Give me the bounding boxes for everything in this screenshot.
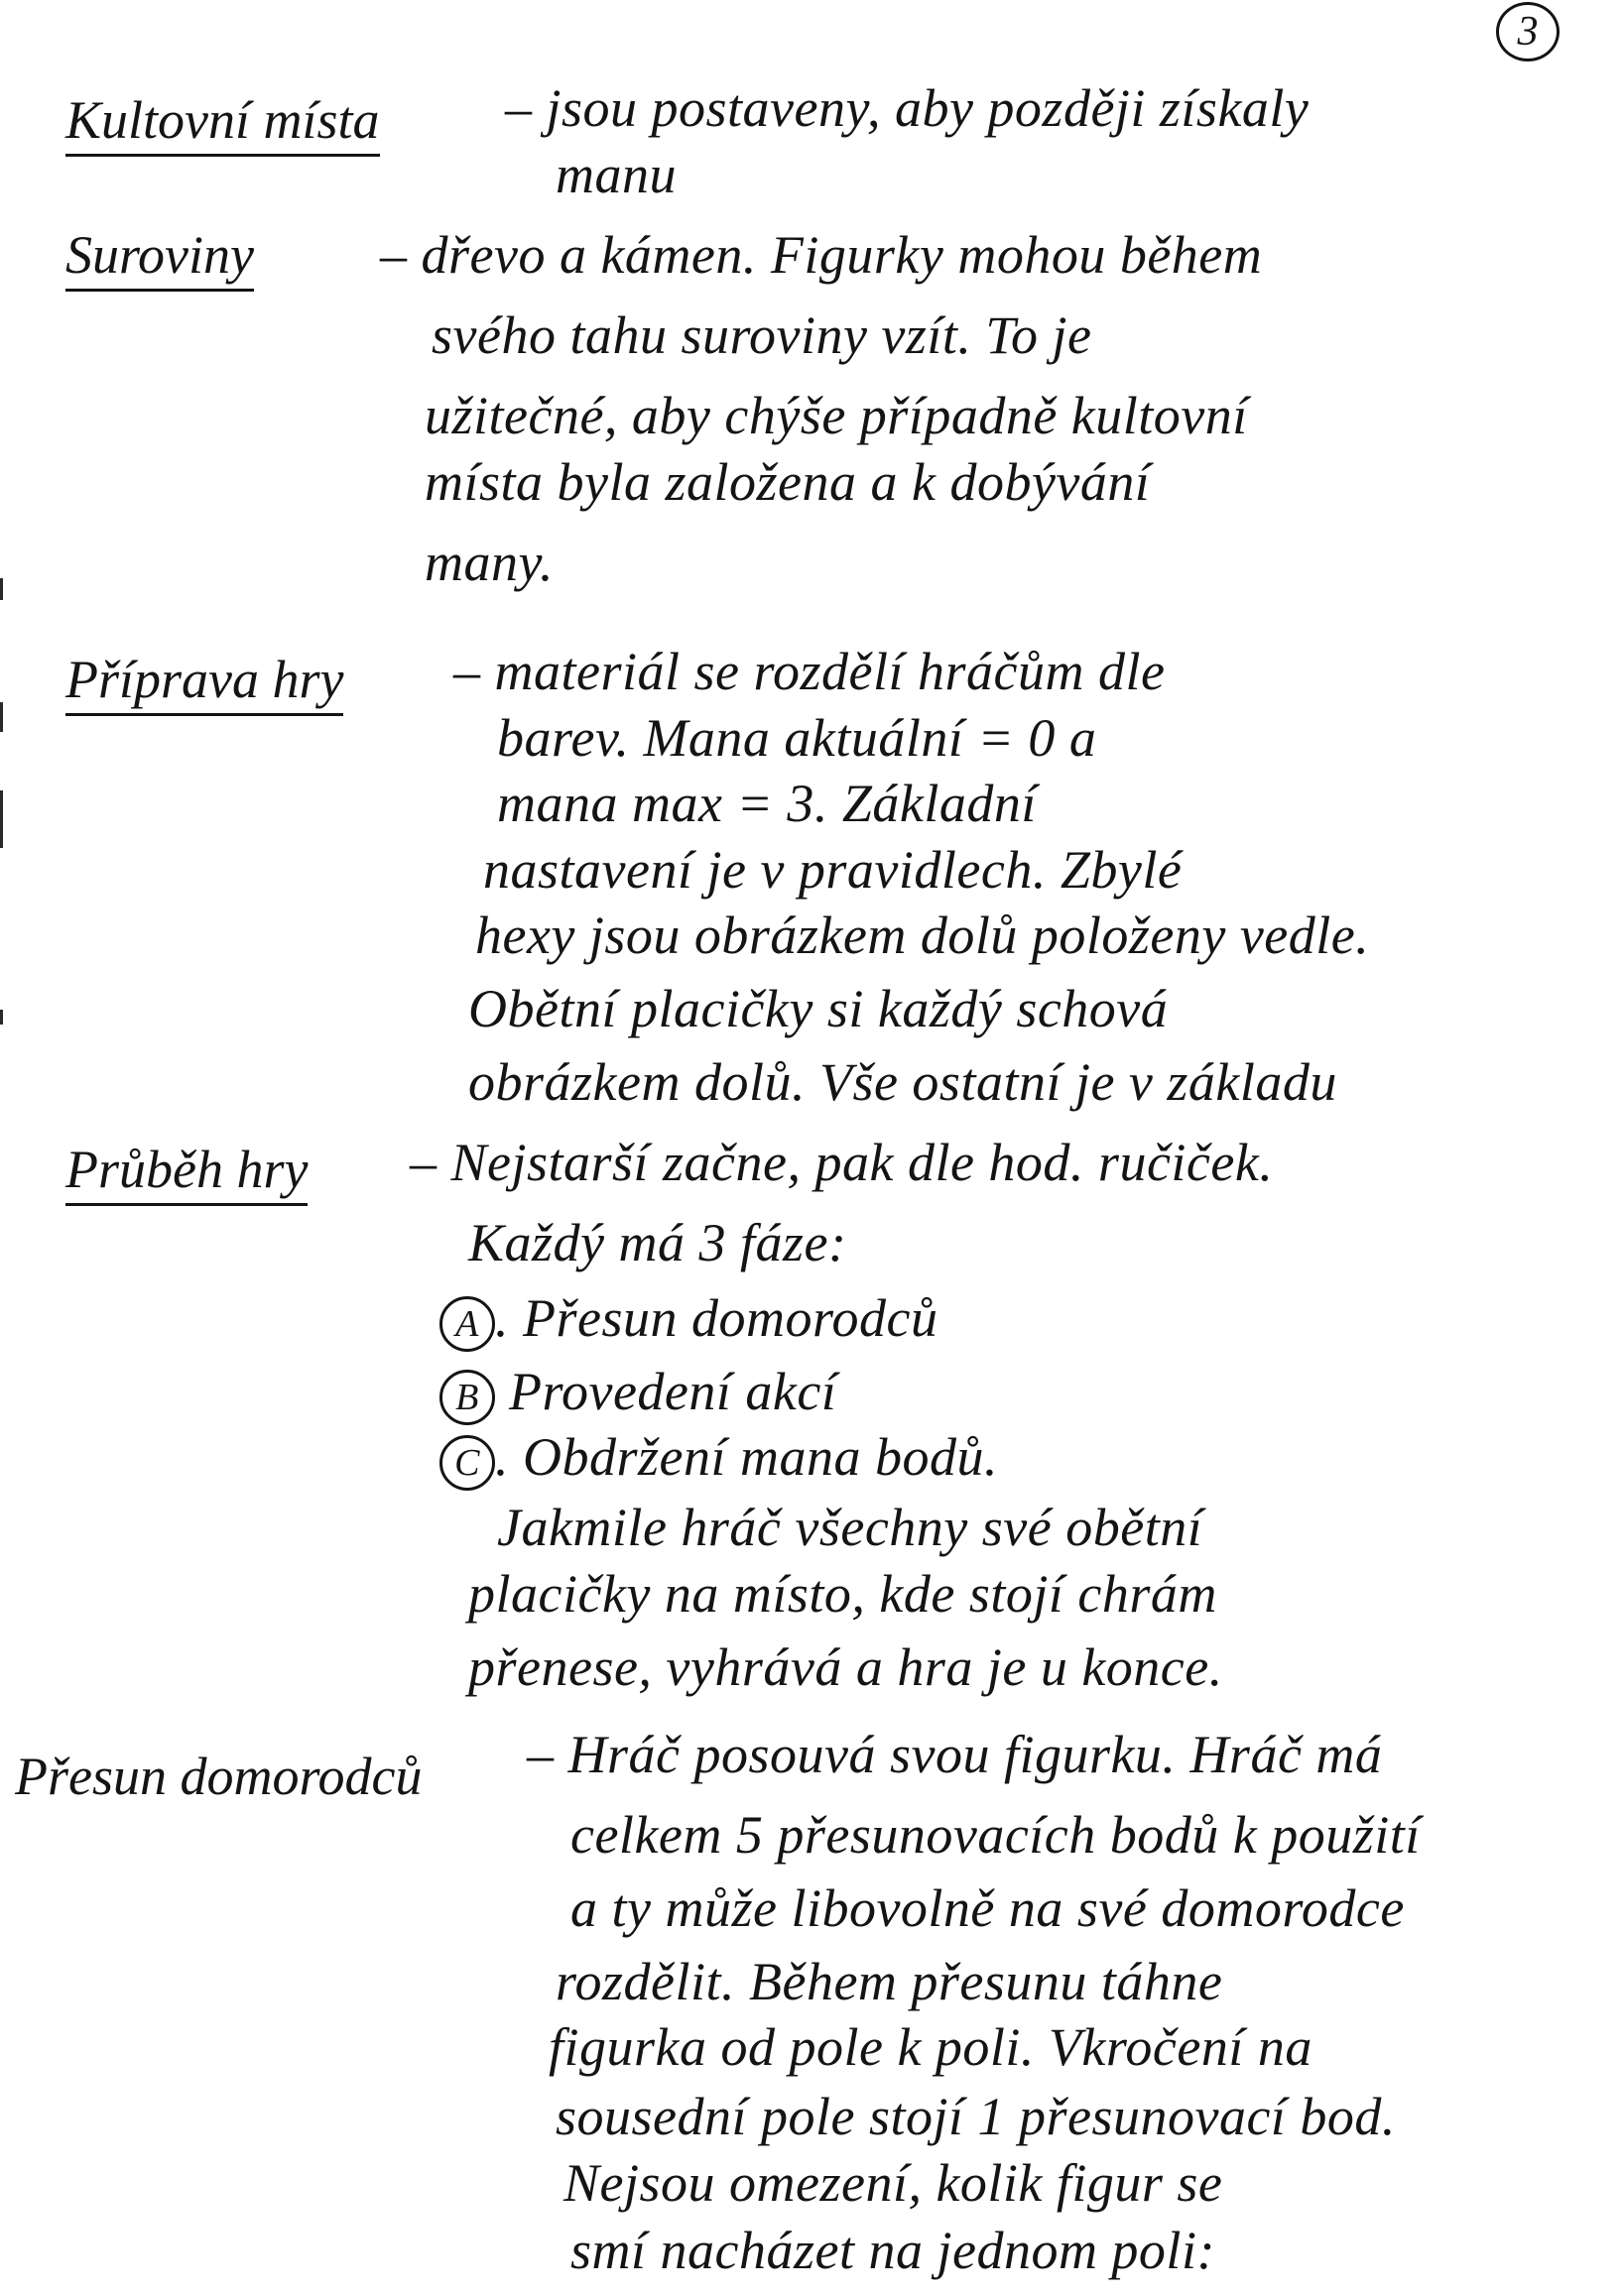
text-line: – Hráč posouvá svou figurku. Hráč má bbox=[527, 1725, 1383, 1784]
text-line: hexy jsou obrázkem dolů položeny vedle. bbox=[475, 906, 1370, 965]
section-term-priprava-hry: Příprava hry bbox=[65, 651, 343, 716]
phase-letter-circle: A bbox=[439, 1296, 495, 1352]
text-line: – jsou postaveny, aby později získaly bbox=[505, 78, 1310, 138]
text-line: many. bbox=[425, 533, 554, 592]
section-term-prubeh-hry: Průběh hry bbox=[65, 1141, 308, 1206]
phase-text: Provedení akcí bbox=[495, 1362, 837, 1421]
text-line: manu bbox=[556, 145, 677, 204]
text-line: Obětní placičky si každý schová bbox=[468, 979, 1169, 1038]
text-line: přenese, vyhrává a hra je u konce. bbox=[468, 1637, 1223, 1697]
text-line: mana max = 3. Základní bbox=[497, 774, 1037, 833]
text-line: barev. Mana aktuální = 0 a bbox=[497, 708, 1097, 768]
text-line: obrázkem dolů. Vše ostatní je v základu bbox=[468, 1052, 1337, 1112]
phase-letter-circle: C bbox=[439, 1435, 495, 1491]
phase-item bbox=[439, 1289, 937, 1352]
phase-text: . Přesun domorodců bbox=[495, 1288, 938, 1348]
phase-text: . Obdržení mana bodů. bbox=[495, 1427, 998, 1487]
text-line: svého tahu suroviny vzít. To je bbox=[432, 305, 1092, 365]
section-term-presun-domorodcu: Přesun domorodců bbox=[15, 1747, 423, 1806]
section-term-kultovni-mista: Kultovní místa bbox=[65, 91, 380, 157]
scan-mark bbox=[0, 702, 3, 732]
text-line: rozdělit. Během přesunu táhne bbox=[556, 1952, 1223, 2011]
section-term-suroviny: Suroviny bbox=[65, 226, 254, 292]
scan-mark bbox=[0, 790, 3, 848]
text-line: místa byla založena a k dobývání bbox=[425, 452, 1151, 512]
text-line: Každý má 3 fáze: bbox=[468, 1213, 847, 1272]
phase-item bbox=[439, 1428, 998, 1491]
text-line: Jakmile hráč všechny své obětní bbox=[497, 1498, 1203, 1557]
text-line: – dřevo a kámen. Figurky mohou během bbox=[380, 225, 1263, 285]
scan-mark bbox=[0, 578, 3, 600]
phase-letter-circle: B bbox=[439, 1370, 495, 1425]
text-line: Nejsou omezení, kolik figur se bbox=[563, 2153, 1223, 2213]
phase-item bbox=[439, 1363, 836, 1425]
text-line: užitečné, aby chýše případně kultovní bbox=[425, 386, 1248, 445]
text-line: a ty může libovolně na své domorodce bbox=[570, 1878, 1405, 1938]
text-line: sousední pole stojí 1 přesunovací bod. bbox=[556, 2087, 1396, 2146]
text-line: placičky na místo, kde stojí chrám bbox=[468, 1564, 1217, 1624]
page-number: 3 bbox=[1496, 2, 1560, 61]
text-line: – Nejstarší začne, pak dle hod. ručiček. bbox=[410, 1133, 1274, 1192]
scan-mark bbox=[0, 1010, 3, 1025]
text-line: – materiál se rozdělí hráčům dle bbox=[453, 642, 1166, 701]
text-line: celkem 5 přesunovacích bodů k použití bbox=[570, 1805, 1421, 1865]
text-line: nastavení je v pravidlech. Zbylé bbox=[483, 840, 1183, 900]
text-line: smí nacházet na jednom poli: bbox=[570, 2221, 1215, 2280]
text-line: figurka od pole k poli. Vkročení na bbox=[549, 2017, 1312, 2077]
